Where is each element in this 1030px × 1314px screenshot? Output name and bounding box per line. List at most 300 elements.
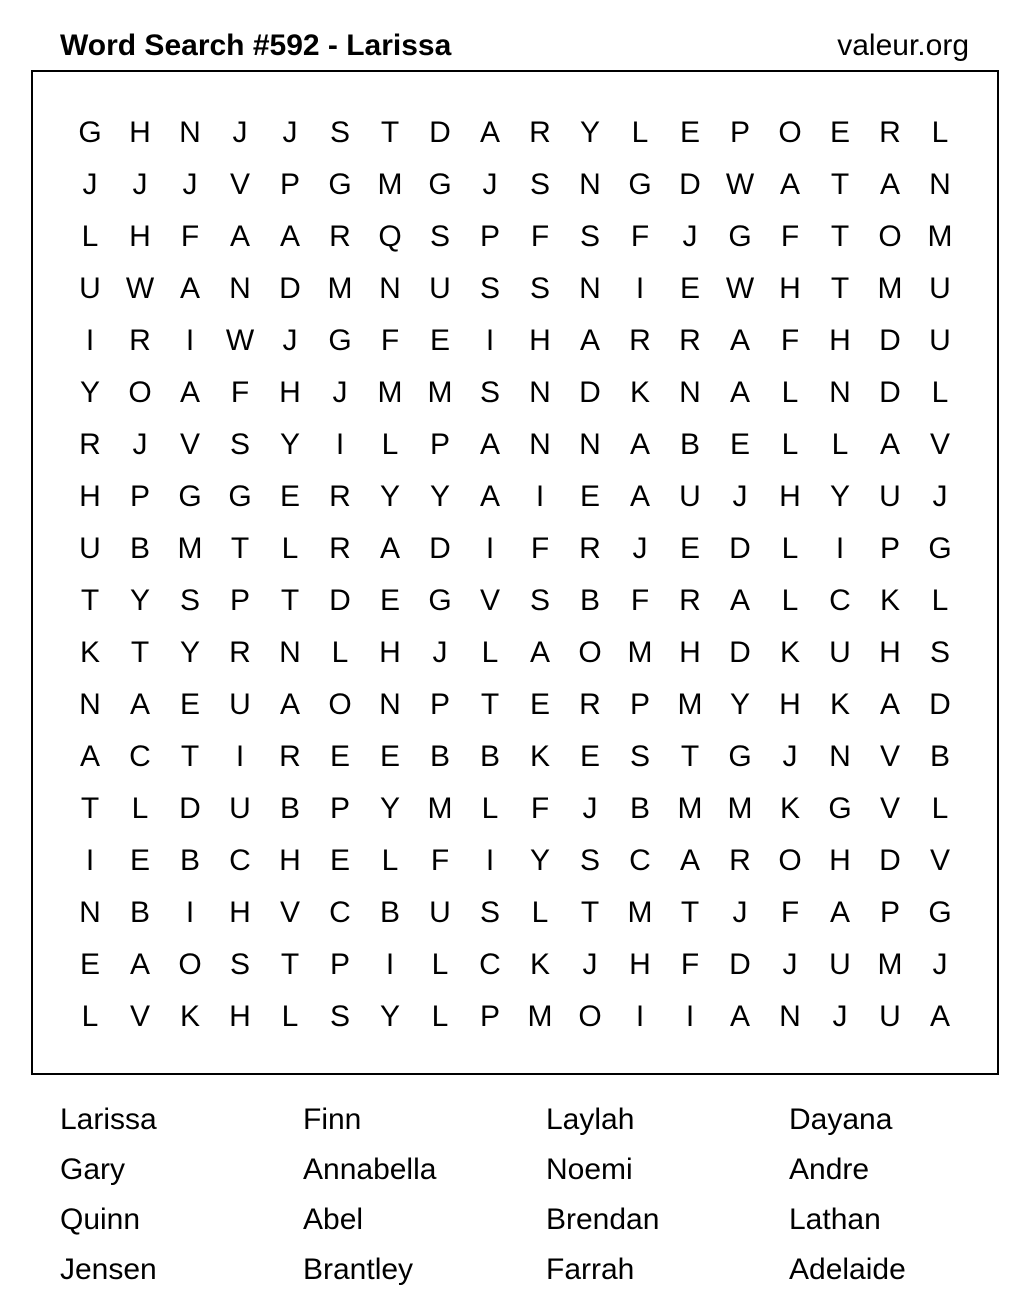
- grid-cell[interactable]: M: [677, 792, 703, 825]
- grid-cell[interactable]: R: [679, 324, 701, 357]
- grid-cell[interactable]: R: [79, 428, 101, 461]
- grid-cell[interactable]: L: [431, 948, 449, 981]
- grid-cell[interactable]: J: [682, 220, 698, 253]
- grid-cell[interactable]: T: [280, 584, 300, 617]
- grid-cell[interactable]: H: [279, 376, 301, 409]
- grid-cell[interactable]: H: [879, 636, 901, 669]
- grid-cell[interactable]: J: [432, 636, 448, 669]
- grid-cell[interactable]: T: [680, 896, 700, 929]
- grid-cell[interactable]: M: [877, 272, 903, 305]
- grid-cell[interactable]: P: [429, 428, 450, 461]
- grid-cell[interactable]: M: [727, 792, 753, 825]
- grid-cell[interactable]: Q: [378, 220, 402, 253]
- grid-cell[interactable]: K: [879, 584, 900, 617]
- grid-cell[interactable]: L: [381, 428, 399, 461]
- grid-cell[interactable]: O: [578, 636, 602, 669]
- grid-cell[interactable]: V: [879, 740, 900, 773]
- grid-cell[interactable]: V: [479, 584, 500, 617]
- grid-cell[interactable]: A: [679, 844, 700, 877]
- grid-cell[interactable]: J: [632, 532, 648, 565]
- grid-cell[interactable]: B: [679, 428, 700, 461]
- grid-cell[interactable]: H: [229, 896, 251, 929]
- grid-cell[interactable]: Y: [79, 376, 100, 409]
- grid-cell[interactable]: F: [230, 376, 250, 409]
- grid-cell[interactable]: N: [529, 376, 551, 409]
- grid-cell[interactable]: F: [780, 220, 800, 253]
- grid-cell[interactable]: P: [229, 584, 250, 617]
- grid-cell[interactable]: J: [482, 168, 498, 201]
- grid-cell[interactable]: P: [629, 688, 650, 721]
- grid-cell[interactable]: R: [329, 480, 351, 513]
- grid-cell[interactable]: K: [529, 740, 550, 773]
- grid-cell[interactable]: D: [329, 584, 351, 617]
- grid-cell[interactable]: A: [129, 688, 150, 721]
- grid-cell[interactable]: A: [479, 116, 500, 149]
- grid-cell[interactable]: H: [829, 844, 851, 877]
- grid-cell[interactable]: N: [929, 168, 951, 201]
- grid-cell[interactable]: O: [178, 948, 202, 981]
- grid-cell[interactable]: T: [480, 688, 500, 721]
- grid-cell[interactable]: T: [830, 272, 850, 305]
- grid-cell[interactable]: A: [629, 428, 650, 461]
- grid-cell[interactable]: V: [929, 428, 950, 461]
- grid-cell[interactable]: C: [629, 844, 651, 877]
- grid-cell[interactable]: Y: [129, 584, 150, 617]
- grid-cell[interactable]: Y: [529, 844, 550, 877]
- grid-cell[interactable]: J: [82, 168, 98, 201]
- grid-cell[interactable]: G: [178, 480, 202, 513]
- grid-cell[interactable]: L: [781, 584, 799, 617]
- grid-cell[interactable]: B: [279, 792, 300, 825]
- grid-cell[interactable]: T: [80, 584, 100, 617]
- grid-cell[interactable]: U: [429, 272, 451, 305]
- grid-cell[interactable]: L: [781, 376, 799, 409]
- grid-cell[interactable]: W: [725, 168, 755, 201]
- grid-cell[interactable]: E: [129, 844, 150, 877]
- grid-cell[interactable]: D: [729, 948, 751, 981]
- grid-cell[interactable]: B: [379, 896, 400, 929]
- grid-cell[interactable]: E: [679, 116, 700, 149]
- grid-cell[interactable]: O: [778, 116, 802, 149]
- grid-cell[interactable]: E: [379, 740, 400, 773]
- grid-cell[interactable]: J: [582, 792, 598, 825]
- grid-cell[interactable]: T: [680, 740, 700, 773]
- grid-cell[interactable]: A: [879, 168, 900, 201]
- grid-cell[interactable]: M: [377, 376, 403, 409]
- grid-cell[interactable]: A: [79, 740, 100, 773]
- grid-cell[interactable]: A: [279, 688, 300, 721]
- grid-cell[interactable]: U: [79, 532, 101, 565]
- grid-cell[interactable]: B: [179, 844, 200, 877]
- grid-cell[interactable]: T: [80, 792, 100, 825]
- grid-cell[interactable]: L: [81, 1000, 99, 1033]
- grid-cell[interactable]: I: [485, 532, 495, 565]
- grid-cell[interactable]: E: [279, 480, 300, 513]
- grid-cell[interactable]: Y: [379, 792, 400, 825]
- grid-cell[interactable]: S: [479, 376, 500, 409]
- grid-cell[interactable]: Y: [379, 480, 400, 513]
- grid-cell[interactable]: S: [929, 636, 950, 669]
- grid-cell[interactable]: L: [931, 792, 949, 825]
- grid-cell[interactable]: F: [530, 792, 550, 825]
- grid-cell[interactable]: L: [481, 636, 499, 669]
- grid-cell[interactable]: E: [329, 740, 350, 773]
- grid-cell[interactable]: M: [627, 896, 653, 929]
- grid-cell[interactable]: J: [232, 116, 248, 149]
- grid-cell[interactable]: U: [79, 272, 101, 305]
- grid-cell[interactable]: H: [129, 116, 151, 149]
- grid-cell[interactable]: B: [129, 896, 150, 929]
- grid-cell[interactable]: M: [527, 1000, 553, 1033]
- grid-cell[interactable]: U: [929, 272, 951, 305]
- grid-cell[interactable]: I: [535, 480, 545, 513]
- grid-cell[interactable]: A: [529, 636, 550, 669]
- grid-cell[interactable]: A: [779, 168, 800, 201]
- grid-cell[interactable]: S: [479, 896, 500, 929]
- grid-cell[interactable]: S: [529, 168, 550, 201]
- grid-cell[interactable]: L: [381, 844, 399, 877]
- grid-cell[interactable]: G: [78, 116, 102, 149]
- grid-cell[interactable]: A: [179, 376, 200, 409]
- grid-cell[interactable]: U: [679, 480, 701, 513]
- grid-cell[interactable]: U: [829, 636, 851, 669]
- grid-cell[interactable]: P: [879, 532, 900, 565]
- grid-cell[interactable]: H: [829, 324, 851, 357]
- grid-cell[interactable]: M: [927, 220, 953, 253]
- grid-cell[interactable]: L: [931, 584, 949, 617]
- grid-cell[interactable]: J: [332, 376, 348, 409]
- grid-cell[interactable]: G: [328, 324, 352, 357]
- grid-cell[interactable]: S: [579, 220, 600, 253]
- grid-cell[interactable]: S: [479, 272, 500, 305]
- grid-cell[interactable]: L: [631, 116, 649, 149]
- grid-cell[interactable]: B: [929, 740, 950, 773]
- grid-cell[interactable]: J: [132, 168, 148, 201]
- grid-cell[interactable]: H: [629, 948, 651, 981]
- grid-cell[interactable]: Y: [179, 636, 200, 669]
- grid-cell[interactable]: I: [385, 948, 395, 981]
- grid-cell[interactable]: J: [582, 948, 598, 981]
- grid-cell[interactable]: S: [179, 584, 200, 617]
- grid-cell[interactable]: P: [729, 116, 750, 149]
- grid-cell[interactable]: U: [879, 1000, 901, 1033]
- grid-cell[interactable]: G: [928, 896, 952, 929]
- grid-cell[interactable]: T: [830, 168, 850, 201]
- grid-cell[interactable]: B: [129, 532, 150, 565]
- grid-cell[interactable]: Y: [379, 1000, 400, 1033]
- grid-cell[interactable]: G: [928, 532, 952, 565]
- grid-cell[interactable]: D: [179, 792, 201, 825]
- grid-cell[interactable]: A: [479, 428, 500, 461]
- grid-cell[interactable]: T: [230, 532, 250, 565]
- grid-cell[interactable]: B: [479, 740, 500, 773]
- grid-cell[interactable]: E: [579, 740, 600, 773]
- grid-cell[interactable]: L: [131, 792, 149, 825]
- grid-cell[interactable]: O: [578, 1000, 602, 1033]
- grid-cell[interactable]: H: [279, 844, 301, 877]
- grid-cell[interactable]: K: [79, 636, 100, 669]
- grid-cell[interactable]: A: [729, 584, 750, 617]
- grid-cell[interactable]: T: [380, 116, 400, 149]
- grid-cell[interactable]: O: [778, 844, 802, 877]
- grid-cell[interactable]: D: [729, 636, 751, 669]
- grid-cell[interactable]: R: [579, 532, 601, 565]
- grid-cell[interactable]: A: [879, 688, 900, 721]
- grid-cell[interactable]: V: [129, 1000, 150, 1033]
- grid-cell[interactable]: N: [79, 688, 101, 721]
- grid-cell[interactable]: P: [879, 896, 900, 929]
- grid-cell[interactable]: R: [629, 324, 651, 357]
- grid-cell[interactable]: J: [782, 948, 798, 981]
- grid-cell[interactable]: I: [635, 272, 645, 305]
- grid-cell[interactable]: I: [85, 324, 95, 357]
- grid-cell[interactable]: L: [531, 896, 549, 929]
- grid-cell[interactable]: N: [529, 428, 551, 461]
- grid-cell[interactable]: P: [479, 1000, 500, 1033]
- grid-cell[interactable]: F: [380, 324, 400, 357]
- grid-cell[interactable]: E: [829, 116, 850, 149]
- grid-cell[interactable]: F: [680, 948, 700, 981]
- grid-cell[interactable]: D: [279, 272, 301, 305]
- grid-cell[interactable]: K: [779, 636, 800, 669]
- grid-cell[interactable]: E: [679, 272, 700, 305]
- grid-cell[interactable]: R: [329, 532, 351, 565]
- grid-cell[interactable]: A: [129, 948, 150, 981]
- grid-cell[interactable]: M: [177, 532, 203, 565]
- grid-cell[interactable]: L: [931, 116, 949, 149]
- grid-cell[interactable]: F: [530, 220, 550, 253]
- grid-cell[interactable]: A: [729, 376, 750, 409]
- grid-cell[interactable]: V: [929, 844, 950, 877]
- grid-cell[interactable]: I: [485, 844, 495, 877]
- grid-cell[interactable]: K: [179, 1000, 200, 1033]
- grid-cell[interactable]: N: [179, 116, 201, 149]
- letter-grid[interactable]: [65, 107, 965, 1043]
- grid-cell[interactable]: P: [129, 480, 150, 513]
- grid-cell[interactable]: N: [829, 740, 851, 773]
- grid-cell[interactable]: H: [779, 272, 801, 305]
- grid-cell[interactable]: A: [729, 324, 750, 357]
- grid-cell[interactable]: N: [579, 272, 601, 305]
- grid-cell[interactable]: S: [529, 584, 550, 617]
- grid-cell[interactable]: M: [627, 636, 653, 669]
- grid-cell[interactable]: V: [279, 896, 300, 929]
- grid-cell[interactable]: L: [281, 532, 299, 565]
- grid-cell[interactable]: E: [179, 688, 200, 721]
- grid-cell[interactable]: H: [379, 636, 401, 669]
- grid-cell[interactable]: O: [328, 688, 352, 721]
- grid-cell[interactable]: H: [79, 480, 101, 513]
- grid-cell[interactable]: J: [182, 168, 198, 201]
- grid-cell[interactable]: H: [779, 480, 801, 513]
- grid-cell[interactable]: C: [129, 740, 151, 773]
- grid-cell[interactable]: L: [781, 532, 799, 565]
- grid-cell[interactable]: K: [829, 688, 850, 721]
- grid-cell[interactable]: C: [479, 948, 501, 981]
- grid-cell[interactable]: K: [529, 948, 550, 981]
- grid-cell[interactable]: E: [79, 948, 100, 981]
- grid-cell[interactable]: J: [932, 948, 948, 981]
- grid-cell[interactable]: J: [282, 324, 298, 357]
- grid-cell[interactable]: R: [279, 740, 301, 773]
- grid-cell[interactable]: L: [831, 428, 849, 461]
- grid-cell[interactable]: R: [529, 116, 551, 149]
- grid-cell[interactable]: E: [729, 428, 750, 461]
- grid-cell[interactable]: V: [229, 168, 250, 201]
- grid-cell[interactable]: F: [530, 532, 550, 565]
- grid-cell[interactable]: W: [125, 272, 155, 305]
- grid-cell[interactable]: D: [929, 688, 951, 721]
- grid-cell[interactable]: M: [327, 272, 353, 305]
- grid-cell[interactable]: J: [932, 480, 948, 513]
- grid-cell[interactable]: A: [629, 480, 650, 513]
- grid-cell[interactable]: A: [879, 428, 900, 461]
- grid-cell[interactable]: P: [479, 220, 500, 253]
- grid-cell[interactable]: Y: [829, 480, 850, 513]
- grid-cell[interactable]: W: [225, 324, 255, 357]
- grid-cell[interactable]: F: [630, 584, 650, 617]
- grid-cell[interactable]: S: [329, 1000, 350, 1033]
- grid-cell[interactable]: C: [229, 844, 251, 877]
- grid-cell[interactable]: K: [779, 792, 800, 825]
- grid-cell[interactable]: D: [729, 532, 751, 565]
- grid-cell[interactable]: M: [677, 688, 703, 721]
- grid-cell[interactable]: D: [579, 376, 601, 409]
- grid-cell[interactable]: T: [580, 896, 600, 929]
- grid-cell[interactable]: G: [428, 168, 452, 201]
- grid-cell[interactable]: O: [128, 376, 152, 409]
- grid-cell[interactable]: Y: [279, 428, 300, 461]
- grid-cell[interactable]: W: [725, 272, 755, 305]
- grid-cell[interactable]: J: [832, 1000, 848, 1033]
- grid-cell[interactable]: G: [728, 740, 752, 773]
- grid-cell[interactable]: A: [829, 896, 850, 929]
- grid-cell[interactable]: G: [628, 168, 652, 201]
- grid-cell[interactable]: C: [329, 896, 351, 929]
- grid-cell[interactable]: L: [481, 792, 499, 825]
- grid-cell[interactable]: J: [732, 896, 748, 929]
- grid-cell[interactable]: N: [829, 376, 851, 409]
- grid-cell[interactable]: P: [429, 688, 450, 721]
- grid-cell[interactable]: A: [729, 1000, 750, 1033]
- grid-cell[interactable]: R: [579, 688, 601, 721]
- grid-cell[interactable]: J: [782, 740, 798, 773]
- grid-cell[interactable]: I: [635, 1000, 645, 1033]
- grid-cell[interactable]: I: [85, 844, 95, 877]
- grid-cell[interactable]: E: [429, 324, 450, 357]
- grid-cell[interactable]: R: [229, 636, 251, 669]
- grid-cell[interactable]: R: [879, 116, 901, 149]
- grid-cell[interactable]: L: [431, 1000, 449, 1033]
- grid-cell[interactable]: L: [931, 376, 949, 409]
- grid-cell[interactable]: F: [780, 324, 800, 357]
- grid-cell[interactable]: H: [229, 1000, 251, 1033]
- grid-cell[interactable]: J: [282, 116, 298, 149]
- grid-cell[interactable]: Y: [579, 116, 600, 149]
- grid-cell[interactable]: M: [377, 168, 403, 201]
- grid-cell[interactable]: Y: [729, 688, 750, 721]
- grid-cell[interactable]: I: [185, 896, 195, 929]
- grid-cell[interactable]: H: [529, 324, 551, 357]
- grid-cell[interactable]: L: [781, 428, 799, 461]
- grid-cell[interactable]: U: [229, 792, 251, 825]
- grid-cell[interactable]: H: [679, 636, 701, 669]
- grid-cell[interactable]: G: [428, 584, 452, 617]
- grid-cell[interactable]: E: [579, 480, 600, 513]
- grid-cell[interactable]: S: [229, 948, 250, 981]
- grid-cell[interactable]: F: [430, 844, 450, 877]
- grid-cell[interactable]: N: [229, 272, 251, 305]
- grid-cell[interactable]: P: [329, 792, 350, 825]
- grid-cell[interactable]: U: [879, 480, 901, 513]
- grid-cell[interactable]: L: [81, 220, 99, 253]
- grid-cell[interactable]: S: [579, 844, 600, 877]
- grid-cell[interactable]: M: [427, 792, 453, 825]
- grid-cell[interactable]: S: [629, 740, 650, 773]
- grid-cell[interactable]: N: [79, 896, 101, 929]
- grid-cell[interactable]: S: [329, 116, 350, 149]
- grid-cell[interactable]: B: [429, 740, 450, 773]
- grid-cell[interactable]: F: [630, 220, 650, 253]
- grid-cell[interactable]: B: [579, 584, 600, 617]
- grid-cell[interactable]: A: [379, 532, 400, 565]
- grid-cell[interactable]: N: [279, 636, 301, 669]
- grid-cell[interactable]: A: [179, 272, 200, 305]
- grid-cell[interactable]: I: [335, 428, 345, 461]
- grid-cell[interactable]: T: [180, 740, 200, 773]
- grid-cell[interactable]: I: [685, 1000, 695, 1033]
- grid-cell[interactable]: K: [629, 376, 650, 409]
- grid-cell[interactable]: A: [229, 220, 250, 253]
- grid-cell[interactable]: N: [679, 376, 701, 409]
- grid-cell[interactable]: L: [331, 636, 349, 669]
- grid-cell[interactable]: Y: [429, 480, 450, 513]
- grid-cell[interactable]: H: [779, 688, 801, 721]
- grid-cell[interactable]: C: [829, 584, 851, 617]
- grid-cell[interactable]: R: [679, 584, 701, 617]
- grid-cell[interactable]: P: [329, 948, 350, 981]
- grid-cell[interactable]: I: [185, 324, 195, 357]
- grid-cell[interactable]: U: [229, 688, 251, 721]
- grid-cell[interactable]: A: [279, 220, 300, 253]
- grid-cell[interactable]: E: [379, 584, 400, 617]
- grid-cell[interactable]: U: [829, 948, 851, 981]
- grid-cell[interactable]: L: [281, 1000, 299, 1033]
- grid-cell[interactable]: G: [828, 792, 852, 825]
- grid-cell[interactable]: J: [132, 428, 148, 461]
- grid-cell[interactable]: V: [879, 792, 900, 825]
- grid-cell[interactable]: S: [429, 220, 450, 253]
- grid-cell[interactable]: B: [629, 792, 650, 825]
- grid-cell[interactable]: N: [379, 272, 401, 305]
- grid-cell[interactable]: U: [929, 324, 951, 357]
- grid-cell[interactable]: D: [879, 324, 901, 357]
- grid-cell[interactable]: N: [579, 168, 601, 201]
- grid-cell[interactable]: D: [879, 844, 901, 877]
- grid-cell[interactable]: E: [679, 532, 700, 565]
- grid-cell[interactable]: A: [929, 1000, 950, 1033]
- grid-cell[interactable]: P: [279, 168, 300, 201]
- grid-cell[interactable]: A: [579, 324, 600, 357]
- grid-cell[interactable]: R: [129, 324, 151, 357]
- grid-cell[interactable]: D: [679, 168, 701, 201]
- grid-cell[interactable]: E: [529, 688, 550, 721]
- grid-cell[interactable]: D: [429, 532, 451, 565]
- grid-cell[interactable]: F: [780, 896, 800, 929]
- grid-cell[interactable]: V: [179, 428, 200, 461]
- grid-cell[interactable]: O: [878, 220, 902, 253]
- grid-cell[interactable]: R: [329, 220, 351, 253]
